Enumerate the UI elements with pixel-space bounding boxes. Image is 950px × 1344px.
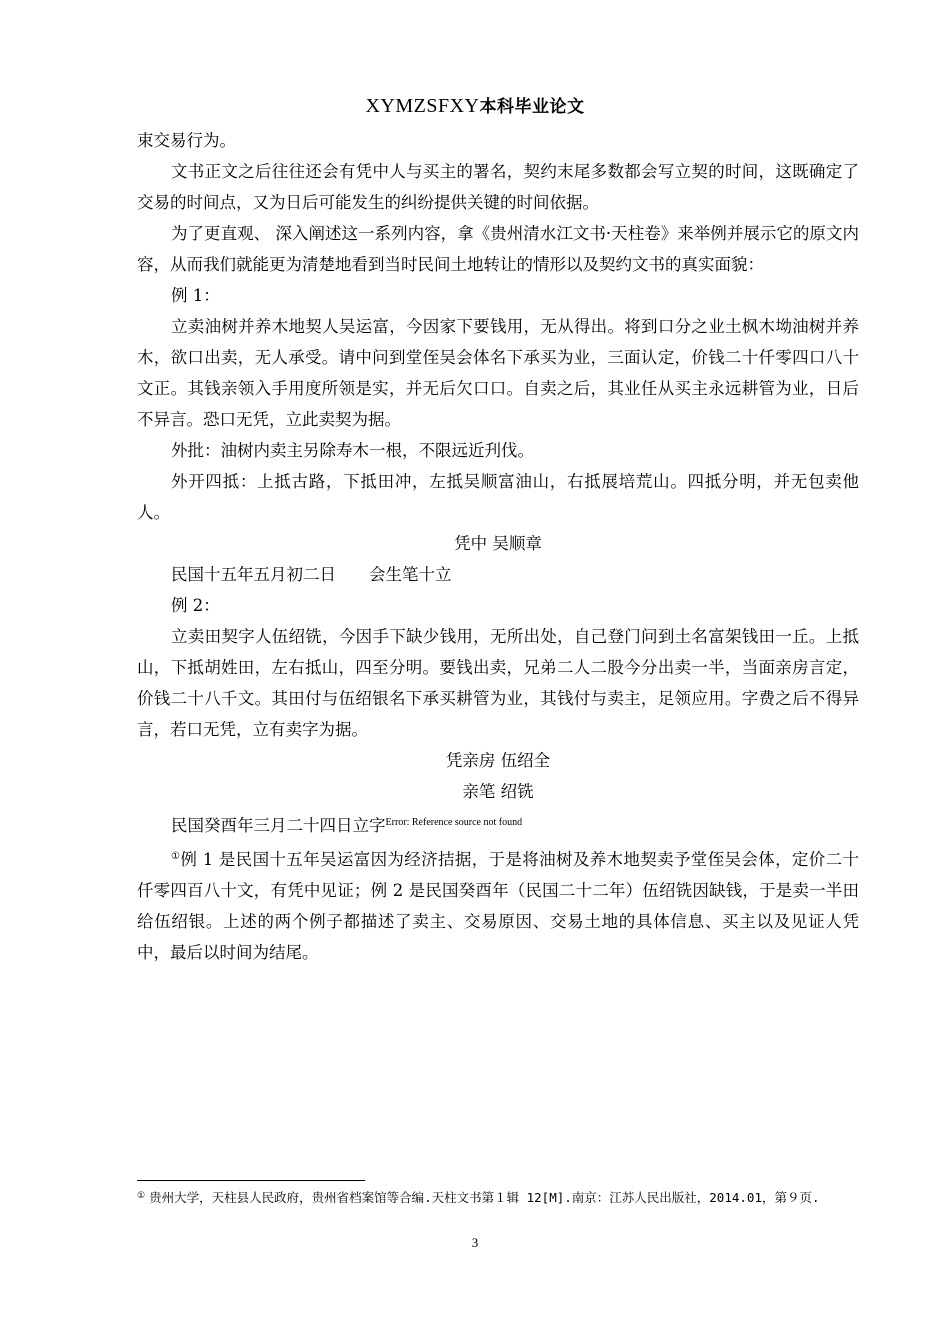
footnote-divider — [137, 1180, 365, 1181]
header-title: 本科毕业论文 — [479, 97, 585, 117]
footnote-marker[interactable]: ① — [171, 851, 181, 862]
summary-text: 例 1 是民国十五年吴运富因为经济拮据，于是将油树及养木地契卖予堂侄吴会体，定价二十仟零四百八十文，有凭中见证；例 2 是民国癸酉年（民国二十二年）伍绍铣因缺钱，于是卖一半田给伍绍银。上述的两个例子都描述了卖主、交易原因、交易土地的具体信息、买主以及见证人凭中，最后以时间为结尾。 — [137, 850, 859, 962]
footnote — [137, 1186, 859, 1208]
paragraph: 束交易行为。 — [137, 131, 236, 150]
contract-text: 外批：油树内卖主另除寿木一根，不限远近刋伐。 — [171, 441, 534, 460]
signature-line: 亲笔 绍铣 — [462, 782, 534, 801]
date-line: 民国十五年五月初二日 会生笔十立 — [171, 565, 452, 584]
body-text — [137, 125, 859, 968]
reference-error: Error: Reference source not found — [385, 817, 523, 828]
contract-text: 立卖油树并养木地契人吴运富，今因家下要钱用，无从得出。将到口分之业土枫木坳油树并养木，欲口出卖，无人承受。请中问到堂侄吴会体名下承买为业，三面认定，价钱二十仟零四口八十文正。其钱亲领入手用度所领是实，并无后欠口口。自卖之后，其业任从买主永远耕管为业，日后不异言。恐口无凭，立此卖契为据。 — [137, 317, 859, 429]
paragraph: 为了更直观、 深入阐述这一系列内容，拿《贵州清水江文书·天柱卷》来举例并展示它的原文内容，从而我们就能更为清楚地看到当时民间土地转让的情形以及契约文书的真实面貌： — [137, 224, 859, 274]
paragraph: 文书正文之后往往还会有凭中人与买主的署名，契约末尾多数都会写立契的时间，这既确定了交易的时间点，又为日后可能发生的纠纷提供关键的时间依据。 — [137, 162, 859, 212]
dated-line-text: 民国癸酉年三月二十四日立字 — [171, 816, 386, 835]
contract-text: 立卖田契字人伍绍铣，今因手下缺少钱用，无所出处，自己登门问到土名富架钱田一丘。上抵山，下抵胡姓田，左右抵山，四至分明。要钱出卖，兄弟二人二股今分出卖一半，当面亲房言定，价钱二十八千文。其田付与伍绍银名下承买耕管为业，其钱付与卖主，足领应用。字费之后不得异言，若口无凭，立有卖字为据。 — [137, 627, 859, 739]
contract-text: 外开四抵：上抵古路，下抵田冲，左抵吴顺富油山，右抵展培荒山。四抵分明，并无包卖他人。 — [137, 472, 859, 522]
summary-paragraph — [137, 841, 859, 968]
dated-line — [137, 807, 859, 841]
header-latin: XYMZSFXY — [365, 95, 480, 117]
footnote-mark: ① — [137, 1191, 146, 1201]
example-label: 例 2： — [171, 596, 220, 615]
witness-line: 凭亲房 伍绍全 — [445, 751, 551, 770]
footnote-text: 贵州大学，天柱县人民政府，贵州省档案馆等合编.天柱文书第１辑 12[M].南京：江苏人民出版社，2014.01，第９页. — [149, 1190, 820, 1205]
page-header — [0, 92, 950, 118]
example-label: 例 1： — [171, 286, 220, 305]
page-number: 3 — [471, 1235, 479, 1250]
witness-line: 凭中 吴顺章 — [454, 534, 542, 553]
